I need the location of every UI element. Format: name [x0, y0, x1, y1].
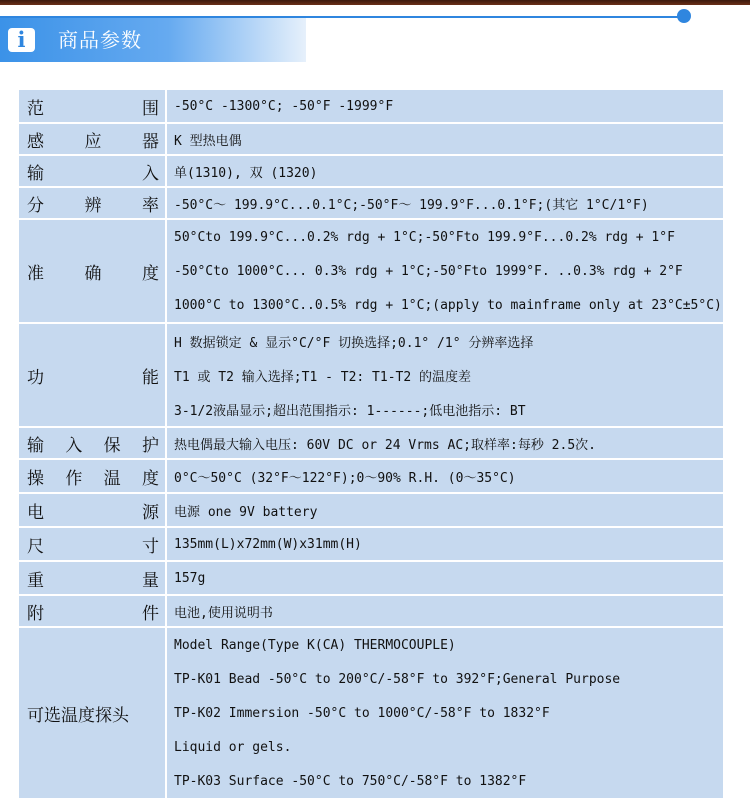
- spec-label-char: 量: [142, 570, 159, 591]
- spec-label-char: 度: [141, 468, 159, 489]
- spec-label-char: 功: [27, 367, 44, 388]
- spec-label-char: 分: [27, 195, 44, 216]
- spec-row: [18, 187, 724, 219]
- spec-label-char: 围: [142, 98, 159, 119]
- spec-row: [18, 627, 724, 799]
- top-border: [0, 0, 750, 5]
- spec-label: [18, 323, 166, 427]
- spec-value-line: 1000°C to 1300°C..0.5% rdg + 1°C;(apply to mainframe only at 23°C±5°C): [174, 297, 722, 313]
- spec-value-line: T1 或 T2 输入选择;T1 - T2: T1-T2 的温度差: [174, 369, 472, 385]
- spec-label: [18, 459, 166, 493]
- spec-label: [18, 123, 166, 155]
- spec-row: [18, 219, 724, 323]
- spec-label-char: 入: [142, 163, 159, 184]
- spec-row: [18, 123, 724, 155]
- spec-label-char: 确: [84, 263, 102, 284]
- spec-label-text: [27, 464, 159, 489]
- spec-label-char: 准: [27, 263, 44, 284]
- spec-label-char: 源: [142, 502, 159, 523]
- spec-label: [18, 187, 166, 219]
- spec-value-line: 50°Cto 199.9°C...0.2% rdg + 1°C;-50°Fto 199.9°F...0.2% rdg + 1°F: [174, 229, 675, 245]
- spec-label: [18, 595, 166, 627]
- spec-value-line: TP-K03 Surface -50°C to 750°C/-58°F to 1382°F: [174, 773, 527, 789]
- spec-label-char: 能: [142, 367, 159, 388]
- spec-value: [166, 187, 724, 219]
- spec-value-line: 热电偶最大输入电压: 60V DC or 24 Vrms AC;取样率:每秒 2.5次.: [174, 437, 596, 453]
- spec-label-text: [27, 127, 159, 152]
- spec-label-char: 入: [65, 435, 83, 456]
- spec-label-text: [27, 566, 159, 591]
- spec-label: [18, 527, 166, 561]
- spec-label-char: 作: [65, 468, 83, 489]
- spec-row: [18, 459, 724, 493]
- spec-label: [18, 219, 166, 323]
- spec-label-char: 器: [142, 131, 159, 152]
- spec-label-char: 寸: [142, 536, 159, 557]
- spec-value: [166, 595, 724, 627]
- spec-label-char: 度: [142, 263, 159, 284]
- spec-row: [18, 427, 724, 459]
- spec-value-line: 157g: [174, 570, 206, 586]
- spec-value: [166, 627, 724, 799]
- spec-value-line: 电池,使用说明书: [174, 605, 273, 621]
- spec-label: [18, 627, 166, 799]
- spec-value: [166, 123, 724, 155]
- spec-value-line: -50°Cto 1000°C... 0.3% rdg + 1°C;-50°Fto 1999°F. ..0.3% rdg + 2°F: [174, 263, 683, 279]
- spec-label-char: 保: [103, 435, 121, 456]
- spec-value-line: H 数据锁定 & 显示°C/°F 切换选择;0.1° /1° 分辨率选择: [174, 335, 534, 351]
- spec-value-line: -50°C～ 199.9°C...0.1°C;-50°F～ 199.9°F...0.1°F;(其它 1°C/1°F): [174, 197, 649, 213]
- spec-label-text: [27, 431, 159, 456]
- spec-label: [18, 493, 166, 527]
- spec-label-text: [27, 159, 159, 184]
- info-icon: i: [8, 28, 35, 52]
- spec-value: [166, 493, 724, 527]
- spec-label-char: 辨: [84, 195, 102, 216]
- spec-row: [18, 323, 724, 427]
- spec-value-line: 电源 one 9V battery: [174, 504, 318, 520]
- spec-row: [18, 595, 724, 627]
- spec-value: [166, 561, 724, 595]
- spec-value: [166, 155, 724, 187]
- header-dot: [677, 9, 691, 23]
- spec-row: [18, 155, 724, 187]
- spec-value-line: K 型热电偶: [174, 133, 242, 149]
- spec-value: [166, 219, 724, 323]
- spec-label-text: [27, 363, 159, 388]
- spec-label-char: 电: [27, 502, 44, 523]
- spec-row: [18, 493, 724, 527]
- spec-label-text: [27, 259, 159, 284]
- spec-value: [166, 323, 724, 427]
- spec-label-char: 输: [27, 163, 44, 184]
- section-title: 商品参数: [58, 28, 142, 52]
- spec-label-char: 重: [27, 570, 44, 591]
- spec-label: [18, 89, 166, 123]
- spec-value-line: 0°C～50°C (32°F～122°F);0～90% R.H. (0～35°C): [174, 470, 516, 486]
- spec-value-line: TP-K02 Immersion -50°C to 1000°C/-58°F to 1832°F: [174, 705, 550, 721]
- spec-value: [166, 459, 724, 493]
- spec-value: [166, 527, 724, 561]
- spec-label-text: [27, 94, 159, 119]
- spec-value-line: Model Range(Type K(CA) THERMOCOUPLE): [174, 637, 456, 653]
- section-header: [0, 18, 306, 62]
- spec-row: [18, 89, 724, 123]
- spec-row: [18, 527, 724, 561]
- spec-label: [18, 561, 166, 595]
- spec-label-text: [27, 532, 159, 557]
- spec-value: [166, 89, 724, 123]
- spec-value: [166, 427, 724, 459]
- spec-value-line: 135mm(L)x72mm(W)x31mm(H): [174, 536, 362, 552]
- spec-value-line: -50°C -1300°C; -50°F -1999°F: [174, 98, 394, 114]
- spec-label-char: 尺: [27, 536, 44, 557]
- spec-label-char: 附: [27, 603, 44, 624]
- spec-label-char: 范: [27, 98, 44, 119]
- spec-label-text: [27, 701, 159, 726]
- spec-value-line: 单(1310), 双 (1320): [174, 165, 318, 181]
- spec-value-line: TP-K01 Bead -50°C to 200°C/-58°F to 392°F;General Purpose: [174, 671, 621, 687]
- spec-label-text: [27, 498, 159, 523]
- spec-row: [18, 561, 724, 595]
- spec-label-char: 护: [141, 435, 159, 456]
- spec-label-char: 可选温度探头: [27, 705, 129, 726]
- spec-label-char: 输: [27, 435, 44, 456]
- spec-label-char: 件: [142, 603, 159, 624]
- spec-label-char: 感: [27, 131, 44, 152]
- spec-label-text: [27, 599, 159, 624]
- spec-label: [18, 155, 166, 187]
- spec-label-char: 率: [142, 195, 159, 216]
- spec-label-char: 应: [84, 131, 102, 152]
- spec-label-text: [27, 191, 159, 216]
- spec-table: [17, 88, 725, 800]
- spec-label: [18, 427, 166, 459]
- spec-label-char: 温: [103, 468, 121, 489]
- spec-value-line: 3-1/2液晶显示;超出范围指示: 1------;低电池指示: BT: [174, 403, 526, 419]
- spec-value-line: Liquid or gels.: [174, 739, 292, 755]
- spec-label-char: 操: [27, 468, 44, 489]
